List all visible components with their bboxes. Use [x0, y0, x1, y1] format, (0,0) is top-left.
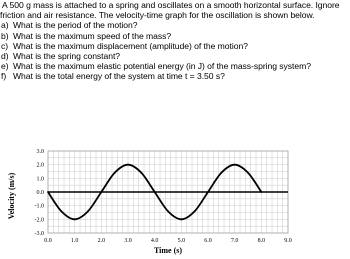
- velocity-time-chart: [0, 118, 350, 259]
- question-c: [0, 41, 350, 51]
- question-label: f): [1, 71, 7, 82]
- data-point: [167, 210, 169, 212]
- y-tick-label: 2.0: [36, 162, 44, 169]
- question-b: [0, 31, 350, 41]
- x-tick-label: 8.0: [257, 238, 266, 244]
- question-text: What is the maximum elastic potential energy (in J) of the mass-spring system?: [13, 61, 311, 72]
- y-tick-label: -1.0: [34, 203, 44, 210]
- question-text: What is the maximum speed of the mass?: [13, 30, 172, 41]
- x-tick-label: 5.0: [177, 238, 186, 244]
- question-a: [0, 20, 350, 30]
- x-tick-label: 4.0: [150, 238, 159, 244]
- data-point: [154, 191, 156, 193]
- question-e: [0, 61, 350, 71]
- y-tick-label: -3.0: [34, 231, 44, 237]
- data-point: [194, 210, 196, 212]
- problem-statement: [0, 0, 350, 82]
- problem-intro-line-2: friction and air resistance. The velocity-time graph for the oscillation is shown below.: [0, 10, 315, 21]
- x-tick-label: 0.0: [44, 238, 52, 244]
- question-f: [0, 71, 350, 81]
- problem-intro-line-1: A 500 g mass is attached to a spring and oscillates on a smooth horizontal surface. Ignore: [2, 0, 340, 10]
- x-tick-label: 6.0: [204, 238, 212, 244]
- x-tick-label: 2.0: [97, 238, 106, 244]
- data-point: [127, 164, 129, 166]
- data-point: [180, 218, 182, 220]
- data-point: [234, 164, 236, 166]
- data-point: [260, 191, 262, 193]
- y-tick-label: 0.0: [36, 190, 44, 196]
- data-point: [60, 210, 62, 212]
- question-label: b): [1, 30, 9, 41]
- x-tick-label: 3.0: [124, 238, 132, 244]
- y-tick-label: 3.0: [36, 149, 44, 155]
- question-text: What is the maximum displacement (amplitude) of the motion?: [13, 40, 248, 51]
- y-tick-label: 1.0: [36, 176, 44, 183]
- data-point: [220, 172, 222, 174]
- data-point: [207, 191, 209, 193]
- question-label: d): [1, 51, 9, 62]
- question-text: What is the period of the motion?: [13, 20, 138, 31]
- x-tick-label: 1.0: [70, 238, 79, 244]
- data-point: [114, 172, 116, 174]
- data-point: [247, 172, 249, 174]
- data-point: [47, 191, 49, 193]
- x-axis-label: Time (s): [153, 246, 183, 255]
- data-point: [100, 191, 102, 193]
- data-point: [140, 172, 142, 174]
- data-point: [87, 210, 89, 212]
- question-label: e): [1, 61, 9, 72]
- question-text: What is the spring constant?: [13, 51, 121, 62]
- question-label: c): [1, 40, 9, 51]
- question-text: What is the total energy of the system at time t = 3.50 s?: [13, 71, 225, 82]
- x-tick-label: 9.0: [284, 238, 292, 244]
- question-label: a): [1, 20, 9, 31]
- y-tick-label: -2.0: [34, 217, 44, 224]
- x-tick-label: 7.0: [230, 238, 239, 244]
- data-point: [74, 218, 76, 220]
- question-d: [0, 51, 350, 61]
- y-axis-label: Velocity (m/s): [7, 172, 16, 220]
